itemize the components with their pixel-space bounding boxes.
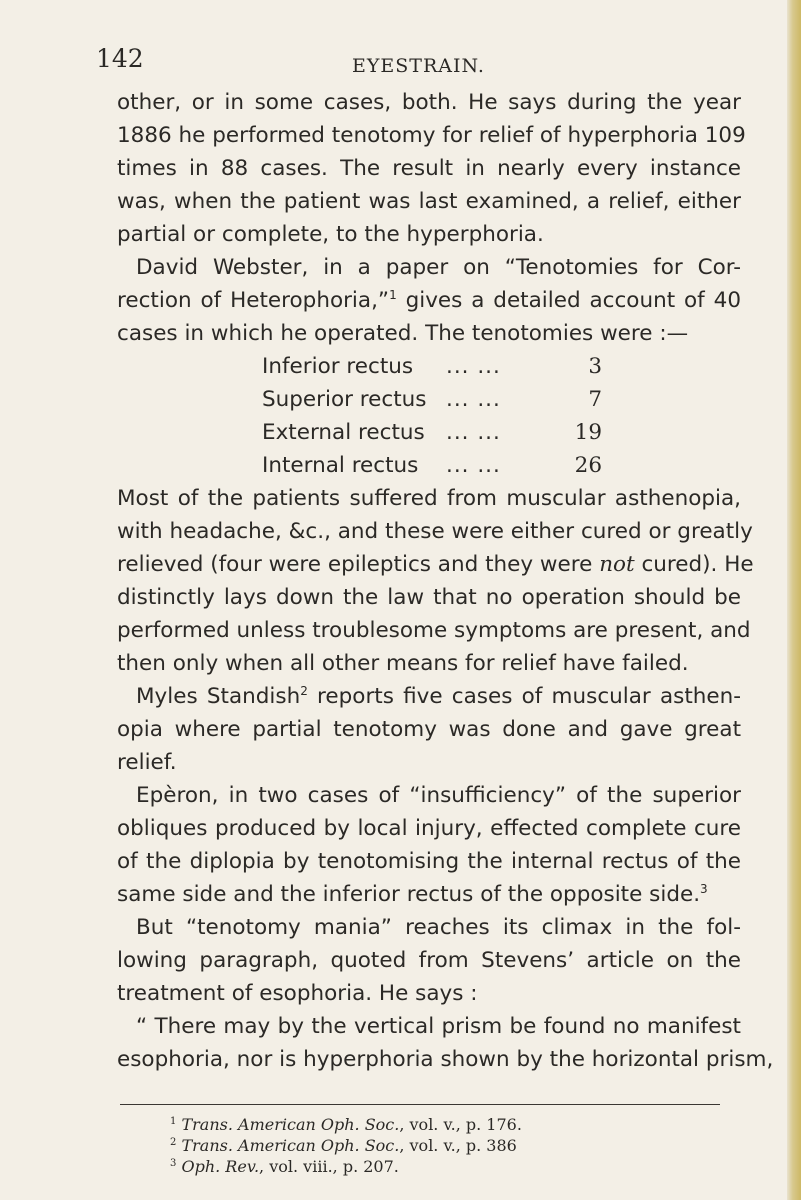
text-line: treatment of esophoria. He says : — [117, 981, 478, 1006]
text-line: David Webster, in a paper on “Tenotomies for Cor- — [136, 255, 741, 280]
muscle-label: Inferior rectus — [262, 354, 414, 379]
footnote-mark: 1 — [170, 1116, 177, 1127]
text-span: reports five cases of muscular asthen- — [307, 684, 741, 709]
tenotomy-row — [262, 452, 602, 480]
footnote-ref: 3 — [700, 882, 708, 896]
tenotomy-count: 26 — [574, 453, 602, 478]
footnote-detail: , vol. viii., p. 207. — [259, 1157, 399, 1176]
footnote-source: Trans. American Oph. Soc. — [181, 1115, 400, 1134]
tenotomy-count: 19 — [574, 420, 602, 445]
footnote-ref: 2 — [300, 684, 308, 698]
footnote-ref: 1 — [389, 288, 397, 302]
running-head: EYESTRAIN. — [352, 55, 485, 77]
leader-dots: ... ... — [446, 420, 501, 445]
text-line: cases in which he operated. The tenotomies were :— — [117, 321, 689, 346]
page-edge — [787, 0, 801, 1200]
text-line: esophoria, nor is hyperphoria shown by the horizontal prism, — [117, 1047, 774, 1072]
muscle-label: Internal rectus — [262, 453, 419, 478]
footnote-detail: , vol. v., p. 386 — [399, 1136, 517, 1155]
footnote — [170, 1136, 730, 1156]
tenotomy-count: 3 — [588, 354, 602, 379]
text-line: relief. — [117, 750, 177, 775]
text-span: cured). He — [634, 552, 754, 577]
text-span: rection of Heterophoria,” — [117, 288, 390, 313]
footnote-mark: 3 — [170, 1158, 177, 1169]
text-line: other, or in some cases, both. He says during the year — [117, 90, 741, 115]
text-line: opia where partial tenotomy was done and gave great — [117, 717, 741, 742]
text-line: lowing paragraph, quoted from Stevens’ article on the — [117, 948, 741, 973]
text-span: same side and the inferior rectus of the opposite side. — [117, 882, 701, 907]
text-line: partial or complete, to the hyperphoria. — [117, 222, 544, 247]
tenotomy-row — [262, 419, 602, 447]
muscle-label: External rectus — [262, 420, 425, 445]
footnote-source: Oph. Rev. — [181, 1157, 260, 1176]
text-line: But “tenotomy mania” reaches its climax in the fol- — [136, 915, 741, 940]
leader-dots: ... ... — [446, 354, 501, 379]
text-line: of the diplopia by tenotomising the internal rectus of the — [117, 849, 741, 874]
italic-word: not — [599, 552, 635, 577]
text-line: performed unless troublesome symptoms are present, and — [117, 618, 751, 643]
muscle-label: Superior rectus — [262, 387, 427, 412]
tenotomy-row — [262, 353, 602, 381]
text-line: obliques produced by local injury, effected complete cure — [117, 816, 741, 841]
leader-dots: ... ... — [446, 453, 501, 478]
footnote-rule — [120, 1104, 720, 1105]
text-line: with headache, &c., and these were either cured or greatly — [117, 519, 753, 544]
text-span: gives a detailed account of 40 — [396, 288, 741, 313]
tenotomy-row — [262, 386, 602, 414]
footnote-detail: , vol. v., p. 176. — [399, 1115, 522, 1134]
text-line: 1886 he performed tenotomy for relief of hyperphoria 109 — [117, 123, 746, 148]
text-line: then only when all other means for relief have failed. — [117, 651, 689, 676]
text-span: Myles Standish — [136, 684, 301, 709]
text-line: “ There may by the vertical prism be found no manifest — [136, 1014, 741, 1039]
text-line: times in 88 cases. The result in nearly every instance — [117, 156, 741, 181]
text-line: Epèron, in two cases of “insufficiency” of the superior — [136, 783, 741, 808]
text-line — [117, 287, 741, 315]
page-number: 142 — [96, 44, 144, 73]
leader-dots: ... ... — [446, 387, 501, 412]
footnote-source: Trans. American Oph. Soc. — [181, 1136, 400, 1155]
text-line — [117, 881, 741, 909]
footnote — [170, 1157, 730, 1177]
text-line: was, when the patient was last examined, a relief, either — [117, 189, 741, 214]
text-line — [117, 551, 754, 579]
text-line — [136, 683, 741, 711]
text-line: distinctly lays down the law that no operation should be — [117, 585, 741, 610]
text-span: relieved (four were epileptics and they were — [117, 552, 600, 577]
tenotomy-count: 7 — [588, 387, 602, 412]
footnote — [170, 1115, 730, 1135]
footnote-mark: 2 — [170, 1137, 177, 1148]
text-line: Most of the patients suffered from muscular asthenopia, — [117, 486, 741, 511]
